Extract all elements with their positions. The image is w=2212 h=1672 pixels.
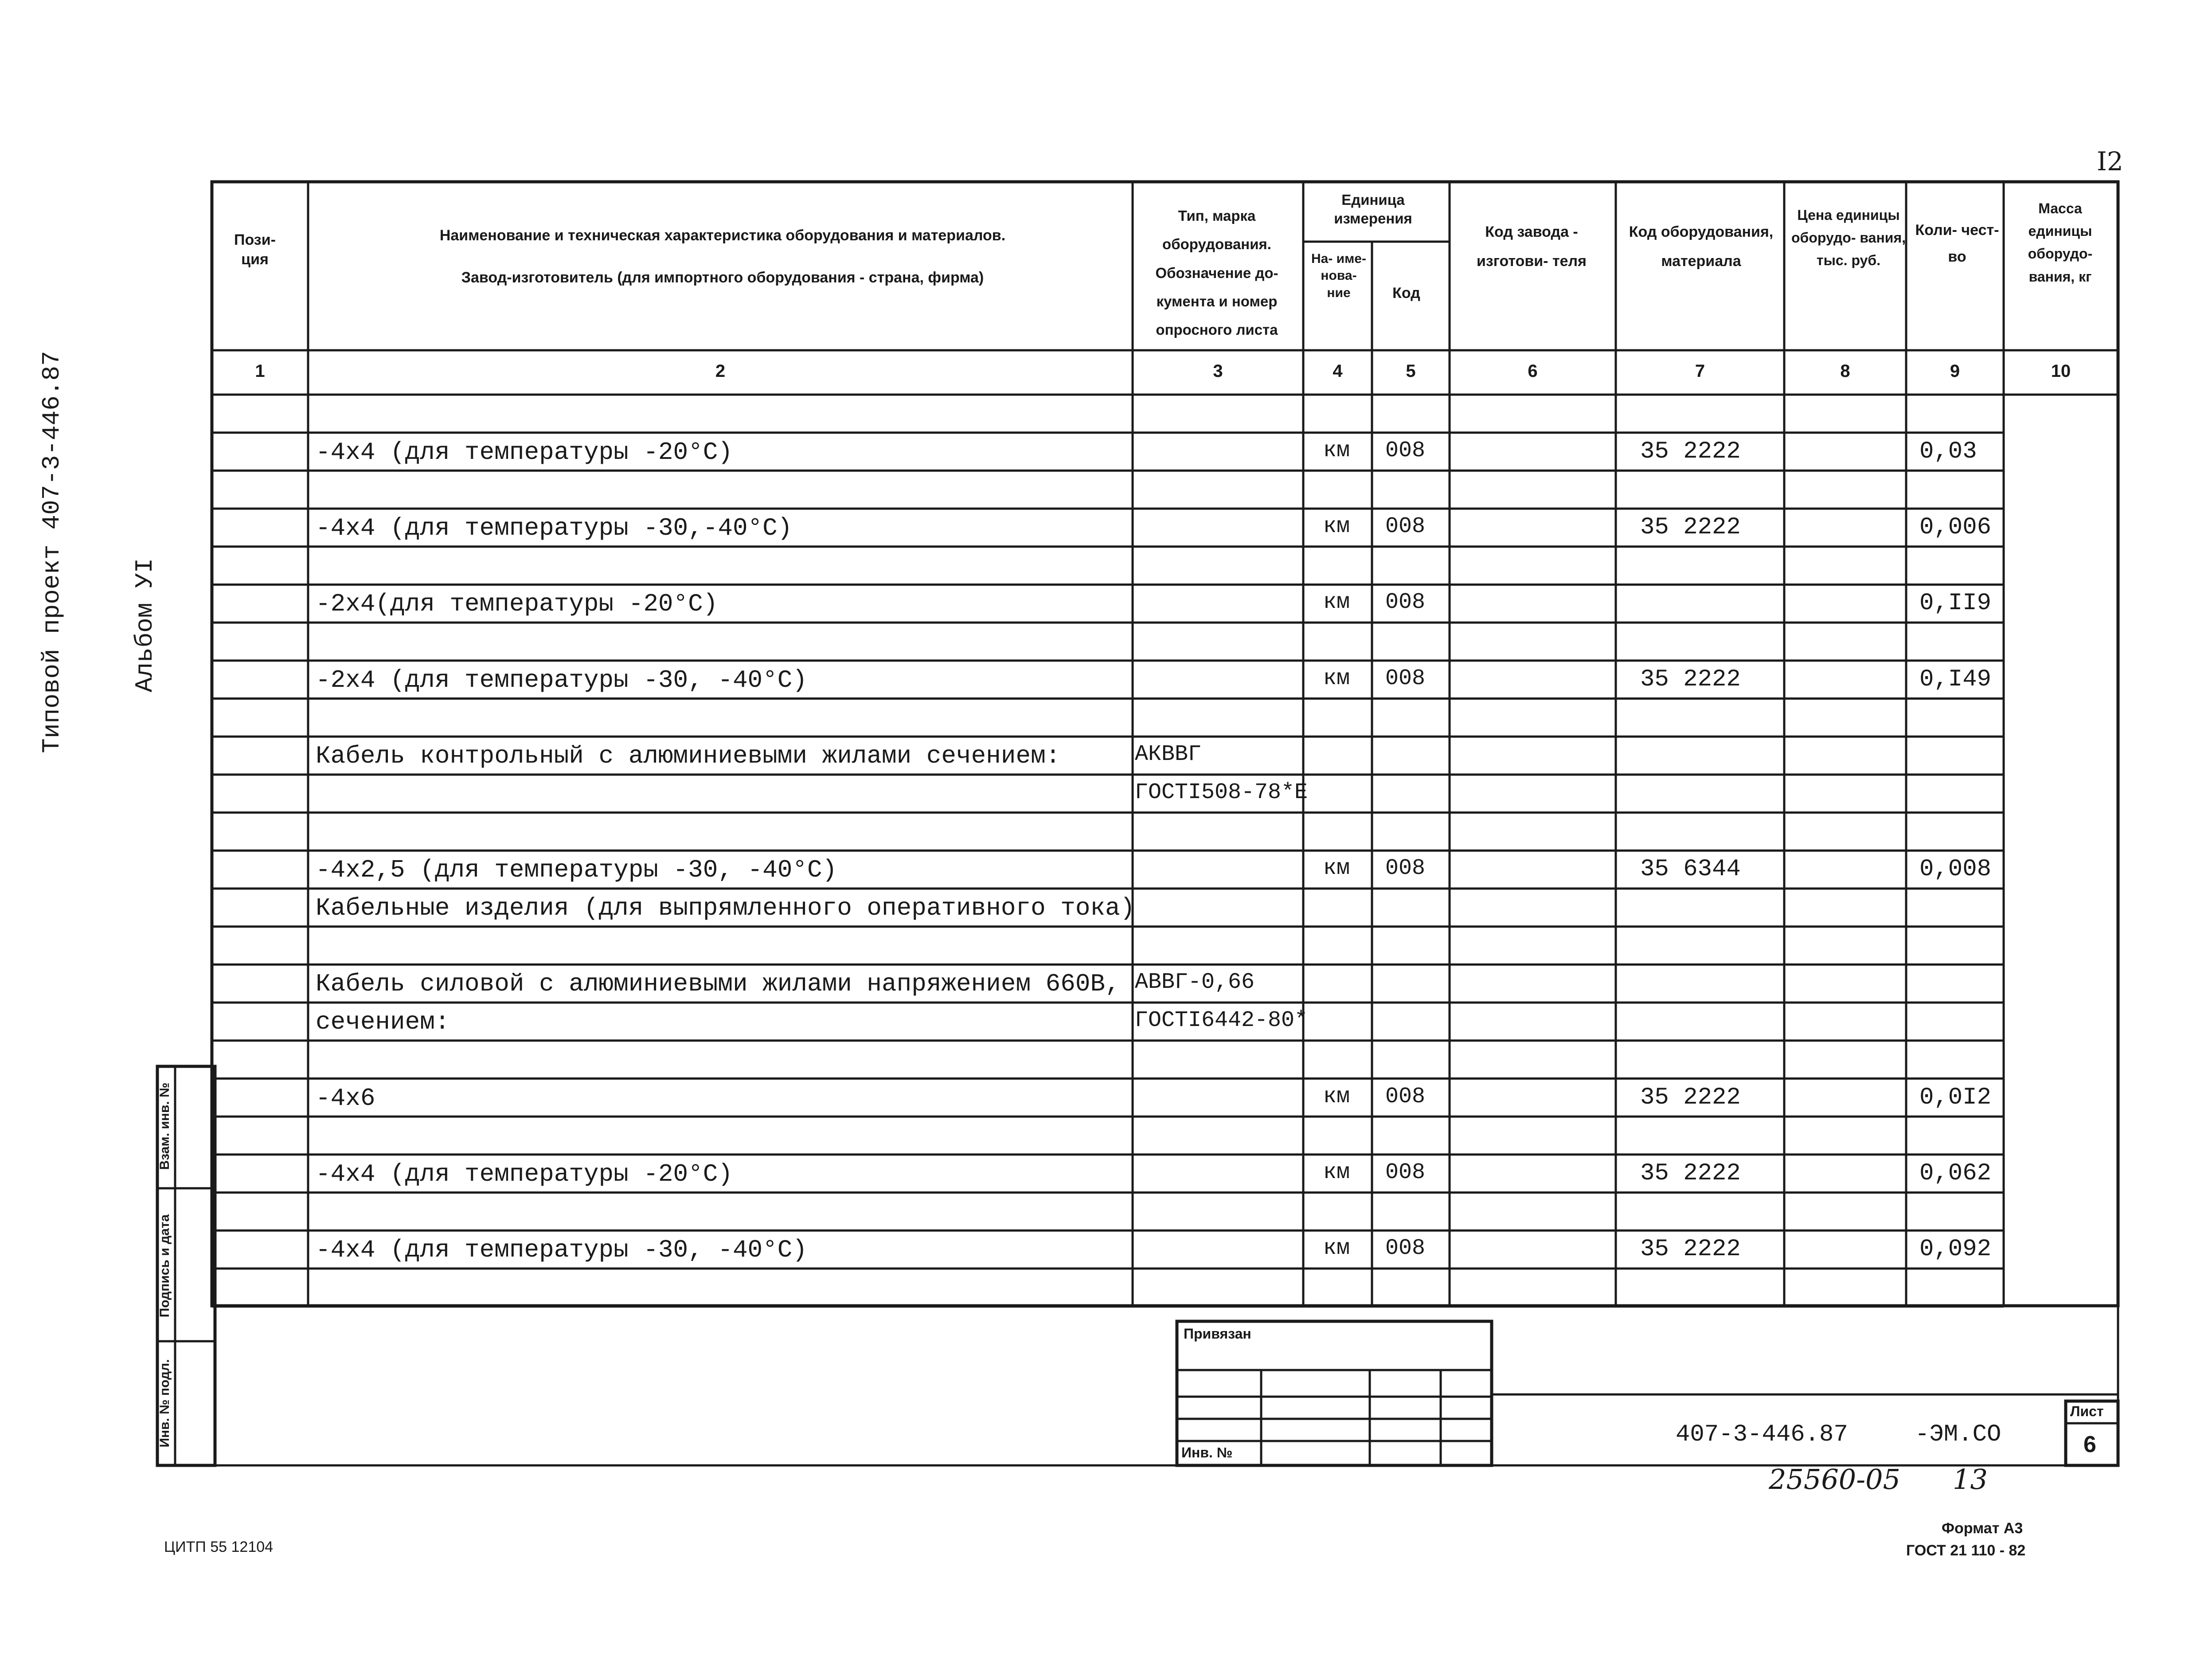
- document-code: 407-3-446.87: [1676, 1421, 1848, 1448]
- row-unit: км: [1323, 1236, 1350, 1261]
- handwritten-number: 25560-05: [1769, 1463, 1901, 1496]
- row-type: АКВВГ: [1135, 742, 1202, 767]
- column-number: 5: [1406, 361, 1416, 381]
- column-number: 1: [255, 361, 265, 381]
- header-factory-code: Код завода - изготови- теля: [1477, 223, 1587, 270]
- handwritten-page: 13: [1953, 1463, 1988, 1496]
- column-number: 3: [1213, 361, 1223, 381]
- page-number: I2: [2097, 146, 2123, 176]
- binding-inv-label: Инв. №: [1181, 1445, 1233, 1461]
- stamp-replacement-inv: Взам. инв. №: [157, 1082, 172, 1170]
- row-name: -4х4 (для температуры -20°С): [316, 438, 733, 466]
- row-quantity: 0,II9: [1919, 590, 1992, 617]
- row-code: 008: [1385, 438, 1426, 463]
- row-material-code: 35 6344: [1640, 856, 1741, 883]
- row-quantity: 0,062: [1919, 1159, 1992, 1187]
- stamp-original-inv: Инв. № подл.: [157, 1359, 172, 1448]
- row-name: Кабельные изделия (для выпрямленного оперативного тока): [316, 894, 1135, 923]
- header-material-code: Код оборудования, материала: [1629, 223, 1774, 270]
- row-code: 008: [1385, 666, 1426, 691]
- row-code: 008: [1385, 514, 1426, 540]
- row-unit: км: [1323, 1159, 1350, 1185]
- header-unit-group: Единица измерения: [1334, 192, 1412, 227]
- row-unit: км: [1323, 590, 1350, 615]
- row-name: -4х2,5 (для температуры -30, -40°С): [316, 856, 837, 885]
- header-unit-code: Код: [1392, 285, 1420, 302]
- footer-format: Формат А3: [1942, 1520, 2023, 1537]
- row-quantity: 0,006: [1919, 514, 1992, 541]
- row-code: 008: [1385, 1159, 1426, 1185]
- row-code: 008: [1385, 1084, 1426, 1109]
- header-type: Тип, марка оборудования. Обозначение до- кумента и номер опросного листа: [1155, 208, 1278, 338]
- row-quantity: 0,03: [1919, 438, 1977, 465]
- row-unit: км: [1323, 666, 1350, 691]
- header-unit-name: На- име- нова- ние: [1311, 251, 1366, 300]
- row-code: 008: [1385, 856, 1426, 881]
- sheet-label: Лист: [2070, 1403, 2104, 1419]
- row-material-code: 35 2222: [1640, 1236, 1741, 1263]
- binding-box: [1177, 1321, 1492, 1465]
- row-material-code: 35 2222: [1640, 438, 1741, 465]
- header-mass: Масса единицы оборудо- вания, кг: [2028, 200, 2093, 285]
- side-title-album: Альбом УI: [131, 558, 159, 693]
- binding-title: Привязан: [1184, 1326, 1251, 1342]
- row-type: ГОСТI6442-80*: [1135, 1008, 1308, 1034]
- row-name: -4х4 (для температуры -30, -40°С): [316, 1236, 807, 1265]
- column-number: 7: [1695, 361, 1705, 381]
- column-number: 9: [1950, 361, 1960, 381]
- row-type: ГОСТI508-78*Е: [1135, 779, 1308, 805]
- header-position: Пози- ция: [234, 231, 276, 268]
- stamp-signature-date: Подпись и дата: [157, 1214, 172, 1318]
- row-unit: км: [1323, 438, 1350, 463]
- sheet-number: 6: [2083, 1432, 2096, 1457]
- header-price: Цена единицы оборудо- вания, тыс. руб.: [1791, 207, 1906, 269]
- column-number: 10: [2051, 361, 2071, 381]
- row-material-code: 35 2222: [1640, 1084, 1741, 1111]
- row-quantity: 0,008: [1919, 856, 1992, 883]
- row-name: -2х4(для температуры -20°С): [316, 590, 718, 619]
- column-number: 2: [715, 361, 726, 381]
- row-name: Кабель силовой с алюминиевыми жилами напряжением 660В,: [316, 970, 1120, 999]
- row-quantity: 0,092: [1919, 1236, 1992, 1263]
- side-title-project: Типовой проект 407-3-446.87: [38, 351, 66, 753]
- column-number: 4: [1333, 361, 1343, 381]
- row-name: сечением:: [316, 1008, 450, 1037]
- footer-print-code: ЦИТП 55 12104: [164, 1539, 274, 1555]
- row-name: -2х4 (для температуры -30, -40°С): [316, 666, 807, 694]
- row-material-code: 35 2222: [1640, 1159, 1741, 1187]
- document-suffix: -ЭМ.СО: [1915, 1421, 2001, 1448]
- row-unit: км: [1323, 856, 1350, 881]
- row-unit: км: [1323, 1084, 1350, 1109]
- header-name-line2: Завод-изготовитель (для импортного оборудования - страна, фирма): [461, 269, 984, 286]
- header-quantity: Коли- чест- во: [1915, 222, 1999, 265]
- row-quantity: 0,0I2: [1919, 1084, 1992, 1111]
- column-number: 8: [1840, 361, 1850, 381]
- row-name: -4х4 (для температуры -30,-40°С): [316, 514, 793, 543]
- column-number: 6: [1528, 361, 1538, 381]
- row-type: АВВГ-0,66: [1135, 970, 1255, 995]
- row-code: 008: [1385, 1236, 1426, 1261]
- footer-gost: ГОСТ 21 110 - 82: [1906, 1542, 2026, 1559]
- row-name: -4х6: [316, 1084, 375, 1112]
- row-name: Кабель контрольный с алюминиевыми жилами сечением:: [316, 742, 1061, 771]
- row-code: 008: [1385, 590, 1426, 615]
- row-material-code: 35 2222: [1640, 666, 1741, 693]
- row-name: -4х4 (для температуры -20°С): [316, 1159, 733, 1188]
- header-name-line1: Наименование и техническая характеристика оборудования и материалов.: [439, 227, 1006, 244]
- row-unit: км: [1323, 514, 1350, 540]
- row-quantity: 0,I49: [1919, 666, 1992, 693]
- row-material-code: 35 2222: [1640, 514, 1741, 541]
